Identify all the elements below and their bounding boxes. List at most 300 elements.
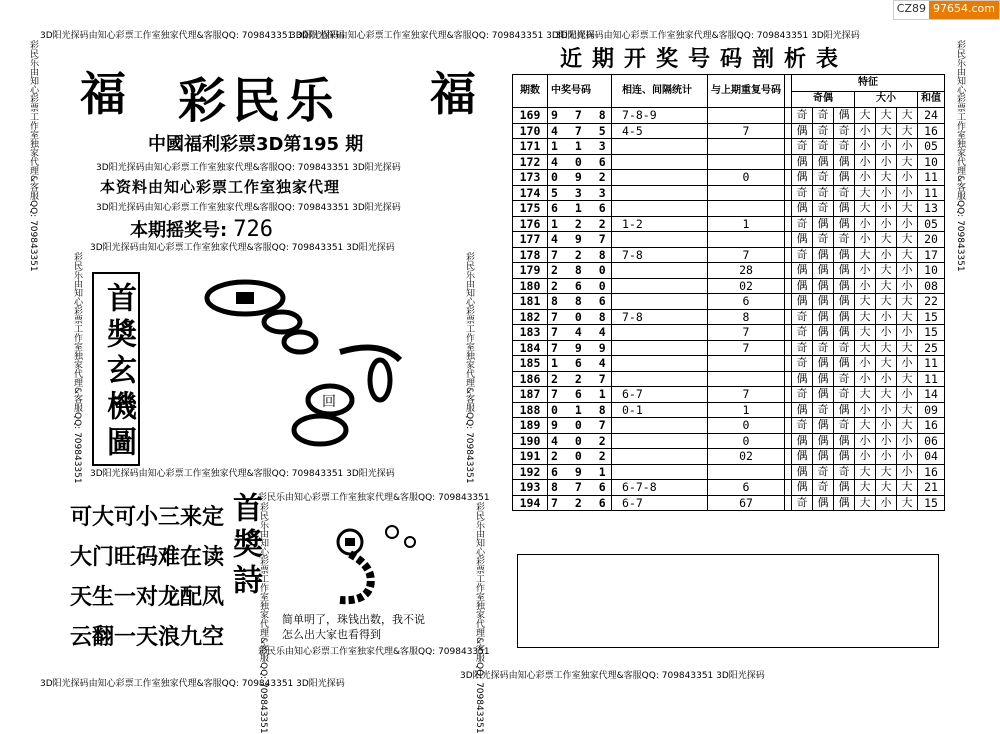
repeat-cell: 7	[708, 325, 785, 341]
winning-number-cell: 2 0 2	[548, 449, 612, 465]
period-cell: 190	[513, 433, 548, 449]
odd-even-cell: 奇	[834, 185, 855, 201]
pattern-cell	[612, 340, 708, 356]
odd-even-cell: 奇	[834, 139, 855, 155]
repeat-cell: 6	[708, 480, 785, 496]
pattern-cell: 6-7-8	[612, 480, 708, 496]
size-cell: 大	[855, 247, 876, 263]
odd-even-cell: 奇	[834, 232, 855, 248]
repeat-cell: 02	[708, 278, 785, 294]
size-cell: 大	[855, 464, 876, 480]
odd-even-cell: 偶	[792, 464, 813, 480]
size-cell: 小	[855, 356, 876, 372]
size-cell: 大	[855, 418, 876, 434]
repeat-cell	[708, 232, 785, 248]
sum-cell: 09	[918, 402, 945, 418]
odd-even-cell: 偶	[792, 278, 813, 294]
bead-chain	[340, 554, 371, 600]
winning-number-cell: 2 2 7	[548, 371, 612, 387]
size-cell: 大	[876, 480, 897, 496]
sum-cell: 24	[918, 108, 945, 124]
odd-even-cell: 奇	[813, 185, 834, 201]
table-row	[513, 480, 945, 496]
repeat-cell: 7	[708, 123, 785, 139]
sum-cell: 20	[918, 232, 945, 248]
odd-even-cell: 偶	[834, 108, 855, 124]
odd-even-cell: 偶	[834, 294, 855, 310]
border-bottom-left: 3D阳光探码由知心彩票工作室独家代理&客服QQ: 709843351 3D阳光探码	[40, 679, 345, 689]
sum-cell: 11	[918, 170, 945, 186]
table-row	[513, 108, 945, 124]
period-cell: 181	[513, 294, 548, 310]
coin-1-hole	[236, 292, 254, 304]
repeat-cell: 1	[708, 216, 785, 232]
size-cell: 大	[876, 464, 897, 480]
repeat-cell	[708, 154, 785, 170]
bead-2	[284, 332, 316, 352]
repeat-cell	[708, 356, 785, 372]
period-cell: 194	[513, 495, 548, 511]
gap-cell	[785, 216, 792, 232]
fu-right: 福	[430, 67, 476, 121]
odd-even-cell: 奇	[792, 356, 813, 372]
repeat-cell: 8	[708, 309, 785, 325]
size-cell: 小	[876, 139, 897, 155]
repeat-cell: 0	[708, 170, 785, 186]
odd-even-cell: 偶	[834, 325, 855, 341]
size-cell: 小	[855, 371, 876, 387]
size-cell: 大	[876, 387, 897, 403]
sum-cell: 16	[918, 464, 945, 480]
gap-cell	[785, 387, 792, 403]
gap-cell	[785, 154, 792, 170]
odd-even-cell: 偶	[813, 356, 834, 372]
coin-3	[294, 416, 346, 444]
odd-even-cell: 奇	[792, 185, 813, 201]
size-cell: 大	[897, 247, 918, 263]
winning-number-cell: 6 1 6	[548, 201, 612, 217]
size-cell: 大	[855, 108, 876, 124]
winning-number-cell: 7 0 8	[548, 309, 612, 325]
odd-even-cell: 偶	[834, 402, 855, 418]
sum-cell: 05	[918, 139, 945, 155]
xuanji-strip-bottom: 3D阳光探码由知心彩票工作室独家代理&客服QQ: 709843351 3D阳光探码	[90, 469, 395, 479]
sum-cell: 13	[918, 201, 945, 217]
table-row	[513, 201, 945, 217]
odd-even-cell: 偶	[813, 278, 834, 294]
odd-even-cell: 偶	[834, 449, 855, 465]
period-cell: 186	[513, 371, 548, 387]
blank-box	[517, 554, 939, 648]
bead-1	[264, 312, 300, 332]
size-cell: 小	[876, 418, 897, 434]
gap-cell	[785, 263, 792, 279]
table-row	[513, 263, 945, 279]
winning-number-cell: 8 8 6	[548, 294, 612, 310]
odd-even-cell: 偶	[813, 216, 834, 232]
size-cell: 大	[897, 123, 918, 139]
size-cell: 大	[876, 278, 897, 294]
size-cell: 大	[897, 232, 918, 248]
gap-cell	[785, 309, 792, 325]
odd-even-cell: 偶	[813, 309, 834, 325]
gap-cell	[785, 356, 792, 372]
bead-small-1	[386, 526, 398, 538]
size-cell: 小	[855, 449, 876, 465]
winning-number-cell: 9 0 7	[548, 418, 612, 434]
poem-strip-bottom: 彩民乐由知心彩票工作室独家代理&客服QQ: 709843351	[258, 647, 490, 657]
bead-string-7	[340, 348, 400, 361]
size-cell: 小	[855, 402, 876, 418]
sum-cell: 11	[918, 356, 945, 372]
sum-cell: 15	[918, 495, 945, 511]
repeat-cell: 02	[708, 449, 785, 465]
header-feature: 特征	[792, 75, 945, 92]
odd-even-cell: 奇	[792, 216, 813, 232]
size-cell: 小	[855, 170, 876, 186]
table-row	[513, 325, 945, 341]
table-row	[513, 464, 945, 480]
table-row	[513, 309, 945, 325]
sum-cell: 22	[918, 294, 945, 310]
header-repeat: 与上期重复号码	[708, 75, 785, 108]
size-cell: 小	[897, 325, 918, 341]
table-row	[513, 232, 945, 248]
period-cell: 174	[513, 185, 548, 201]
sum-cell: 10	[918, 154, 945, 170]
pattern-cell	[612, 356, 708, 372]
size-cell: 小	[897, 433, 918, 449]
repeat-cell: 6	[708, 294, 785, 310]
size-cell: 大	[876, 340, 897, 356]
note-text	[282, 612, 425, 642]
odd-even-cell: 奇	[813, 340, 834, 356]
pattern-cell	[612, 278, 708, 294]
winning-number-cell: 1 1 3	[548, 139, 612, 155]
size-cell: 大	[876, 232, 897, 248]
border-right: 彩民乐由知心彩票工作室独家代理&客服QQ: 709843351	[955, 40, 965, 272]
size-cell: 大	[876, 123, 897, 139]
pattern-cell: 4-5	[612, 123, 708, 139]
xuanji-title: 首奬玄機圖	[101, 282, 136, 462]
winning-number-cell: 7 9 9	[548, 340, 612, 356]
odd-even-cell: 偶	[813, 325, 834, 341]
odd-even-cell: 偶	[813, 371, 834, 387]
sum-cell: 21	[918, 480, 945, 496]
size-cell: 小	[897, 356, 918, 372]
odd-even-cell: 奇	[792, 108, 813, 124]
header-gap	[785, 75, 792, 108]
size-cell: 小	[897, 216, 918, 232]
size-cell: 小	[855, 154, 876, 170]
size-cell: 大	[855, 340, 876, 356]
odd-even-cell: 偶	[792, 170, 813, 186]
odd-even-cell: 奇	[813, 108, 834, 124]
gap-cell	[785, 480, 792, 496]
size-cell: 大	[876, 170, 897, 186]
pattern-cell	[612, 464, 708, 480]
size-cell: 小	[876, 433, 897, 449]
odd-even-cell: 偶	[792, 371, 813, 387]
xuanji-strip-top: 3D阳光探码由知心彩票工作室独家代理&客服QQ: 709843351 3D阳光探码	[90, 243, 395, 253]
period-cell: 176	[513, 216, 548, 232]
size-cell: 小	[876, 325, 897, 341]
winning-number-cell: 7 2 8	[548, 247, 612, 263]
odd-even-cell: 偶	[834, 247, 855, 263]
odd-even-cell: 奇	[834, 418, 855, 434]
repeat-cell	[708, 185, 785, 201]
gap-cell	[785, 418, 792, 434]
gap-cell	[785, 185, 792, 201]
size-cell: 小	[876, 371, 897, 387]
border-top-mid: 3D阳光探码由知心彩票工作室独家代理&客服QQ: 709843351 3D阳光探码	[290, 31, 595, 41]
shoujiang-shi-title: 首奬詩	[227, 492, 262, 600]
size-cell: 小	[876, 154, 897, 170]
sum-cell: 04	[918, 449, 945, 465]
header-size: 大小	[855, 91, 918, 108]
period-cell: 180	[513, 278, 548, 294]
winning-number-cell: 8 7 6	[548, 480, 612, 496]
size-cell: 小	[897, 170, 918, 186]
odd-even-cell: 奇	[834, 340, 855, 356]
brand-title: 彩民乐	[178, 73, 341, 129]
period-cell: 188	[513, 402, 548, 418]
pattern-cell: 0-1	[612, 402, 708, 418]
odd-even-cell: 偶	[792, 123, 813, 139]
sum-cell: 14	[918, 387, 945, 403]
size-cell: 小	[897, 139, 918, 155]
odd-even-cell: 偶	[834, 278, 855, 294]
winning-number-cell: 9 7 8	[548, 108, 612, 124]
pattern-cell	[612, 263, 708, 279]
border-top-right: 3D阳光探码由知心彩票工作室独家代理&客服QQ: 709843351 3D阳光探码	[555, 31, 860, 41]
gap-cell	[785, 433, 792, 449]
size-cell: 大	[855, 495, 876, 511]
period-cell: 177	[513, 232, 548, 248]
repeat-cell	[708, 108, 785, 124]
period-cell: 175	[513, 201, 548, 217]
pattern-cell	[612, 201, 708, 217]
winning-number-cell: 4 0 2	[548, 433, 612, 449]
size-cell: 大	[897, 309, 918, 325]
repeat-cell: 7	[708, 387, 785, 403]
xuanji-strip-right: 彩民乐由知心彩票工作室独家代理&客服QQ: 709843351	[464, 252, 474, 484]
border-bottom-right: 3D阳光探码由知心彩票工作室独家代理&客服QQ: 709843351 3D阳光探码	[460, 671, 765, 681]
odd-even-cell: 偶	[813, 418, 834, 434]
size-cell: 小	[876, 309, 897, 325]
table-row	[513, 433, 945, 449]
odd-even-cell: 奇	[792, 340, 813, 356]
period-cell: 192	[513, 464, 548, 480]
size-cell: 小	[876, 216, 897, 232]
gap-cell	[785, 247, 792, 263]
odd-even-cell: 奇	[834, 387, 855, 403]
period-cell: 189	[513, 418, 548, 434]
odd-even-cell: 奇	[792, 247, 813, 263]
header-period: 期数	[513, 75, 548, 108]
sum-cell: 16	[918, 418, 945, 434]
table-row	[513, 278, 945, 294]
winning-number-cell: 4 7 5	[548, 123, 612, 139]
period-cell: 187	[513, 387, 548, 403]
sum-cell: 11	[918, 371, 945, 387]
pattern-cell: 7-8	[612, 309, 708, 325]
size-cell: 小	[897, 464, 918, 480]
size-cell: 小	[855, 232, 876, 248]
period-cell: 183	[513, 325, 548, 341]
odd-even-cell: 偶	[834, 309, 855, 325]
winning-number-cell: 2 6 0	[548, 278, 612, 294]
odd-even-cell: 偶	[834, 263, 855, 279]
sum-cell: 25	[918, 340, 945, 356]
size-cell: 大	[897, 418, 918, 434]
odd-even-cell: 奇	[813, 139, 834, 155]
odd-even-cell: 奇	[813, 480, 834, 496]
sum-cell: 10	[918, 263, 945, 279]
size-cell: 小	[876, 495, 897, 511]
xuanji-strip-left: 彩民乐由知心彩票工作室独家代理&客服QQ: 709843351	[72, 252, 82, 484]
size-cell: 大	[897, 495, 918, 511]
header-odd-even: 奇偶	[792, 91, 855, 108]
odd-even-cell: 偶	[792, 402, 813, 418]
repeat-cell	[708, 371, 785, 387]
header-pattern: 相连、间隔统计	[612, 75, 708, 108]
odd-even-cell: 奇	[792, 495, 813, 511]
period-cell: 169	[513, 108, 548, 124]
pattern-cell	[612, 294, 708, 310]
pattern-cell	[612, 449, 708, 465]
pattern-cell	[612, 170, 708, 186]
sum-cell: 08	[918, 278, 945, 294]
odd-even-cell: 偶	[813, 433, 834, 449]
gap-cell	[785, 495, 792, 511]
pattern-cell: 7-8	[612, 247, 708, 263]
table-row	[513, 371, 945, 387]
poem-strip-right: 彩民乐由知心彩票工作室独家代理&客服QQ: 709843351	[474, 502, 484, 734]
gap-cell	[785, 170, 792, 186]
odd-even-cell: 偶	[834, 154, 855, 170]
gap-cell	[785, 325, 792, 341]
size-cell: 大	[897, 108, 918, 124]
size-cell: 大	[855, 185, 876, 201]
gap-cell	[785, 123, 792, 139]
odd-even-cell: 偶	[792, 480, 813, 496]
size-cell: 大	[855, 294, 876, 310]
odd-even-cell: 偶	[792, 201, 813, 217]
odd-even-cell: 奇	[834, 371, 855, 387]
odd-even-cell: 偶	[813, 294, 834, 310]
size-cell: 小	[897, 263, 918, 279]
draw-number-line	[130, 216, 273, 242]
gap-cell	[785, 340, 792, 356]
repeat-cell	[708, 139, 785, 155]
note-line-2: 怎么出大家也看得到	[282, 628, 381, 641]
size-cell: 大	[876, 263, 897, 279]
repeat-cell: 0	[708, 418, 785, 434]
border-top-left: 3D阳光探码由知心彩票工作室独家代理&客服QQ: 709843351 3D阳光探码	[40, 31, 345, 41]
odd-even-cell: 奇	[792, 139, 813, 155]
winning-number-cell: 7 4 4	[548, 325, 612, 341]
odd-even-cell: 偶	[813, 263, 834, 279]
header-strip-bottom: 3D阳光探码由知心彩票工作室独家代理&客服QQ: 709843351 3D阳光探码	[96, 203, 401, 213]
odd-even-cell: 奇	[792, 387, 813, 403]
odd-even-cell: 偶	[792, 449, 813, 465]
coin-4-hole	[345, 538, 355, 546]
odd-even-cell: 偶	[834, 495, 855, 511]
repeat-cell	[708, 464, 785, 480]
pattern-cell	[612, 371, 708, 387]
sum-cell: 17	[918, 247, 945, 263]
table-body	[513, 108, 945, 511]
size-cell: 大	[876, 108, 897, 124]
odd-even-cell: 偶	[813, 449, 834, 465]
table-row	[513, 123, 945, 139]
gap-cell	[785, 402, 792, 418]
winning-number-cell: 2 8 0	[548, 263, 612, 279]
period-cell: 171	[513, 139, 548, 155]
pattern-cell	[612, 232, 708, 248]
table-row	[513, 340, 945, 356]
pattern-cell: 7-8-9	[612, 108, 708, 124]
bead-small-2	[405, 537, 415, 547]
size-cell: 小	[855, 216, 876, 232]
poem-line-3: 天生一对龙配凤	[70, 585, 225, 610]
repeat-cell: 67	[708, 495, 785, 511]
repeat-cell: 7	[708, 340, 785, 356]
odd-even-cell: 奇	[792, 309, 813, 325]
size-cell: 小	[897, 387, 918, 403]
pattern-cell	[612, 154, 708, 170]
odd-even-cell: 奇	[813, 464, 834, 480]
sum-cell: 16	[918, 123, 945, 139]
pattern-cell	[612, 433, 708, 449]
header-sum: 和值	[918, 91, 945, 108]
issue-title: 中國福利彩票3D第195 期	[148, 134, 364, 155]
odd-even-cell: 奇	[813, 170, 834, 186]
poem-line-1: 可大可小三来定	[70, 505, 225, 530]
table-row	[513, 495, 945, 511]
period-cell: 182	[513, 309, 548, 325]
table-title: 近期开奖号码剖析表	[560, 46, 849, 72]
odd-even-cell: 偶	[834, 356, 855, 372]
table-row	[513, 170, 945, 186]
border-left: 彩民乐由知心彩票工作室独家代理&客服QQ: 709843351	[28, 40, 38, 272]
odd-even-cell: 偶	[813, 387, 834, 403]
header-winning: 中奖号码	[548, 75, 612, 108]
size-cell: 大	[876, 356, 897, 372]
period-cell: 185	[513, 356, 548, 372]
size-cell: 大	[897, 480, 918, 496]
sum-cell: 15	[918, 325, 945, 341]
coin-2-glyph: 回	[322, 394, 336, 410]
agent-line: 本资料由知心彩票工作室独家代理	[100, 178, 341, 196]
size-cell: 大	[855, 387, 876, 403]
gap-cell	[785, 371, 792, 387]
bead-3	[370, 360, 390, 400]
draw-analysis-table	[512, 74, 945, 511]
size-cell: 小	[855, 123, 876, 139]
repeat-cell: 28	[708, 263, 785, 279]
odd-even-cell: 偶	[792, 433, 813, 449]
odd-even-cell: 偶	[792, 294, 813, 310]
sum-cell: 05	[918, 216, 945, 232]
sum-cell: 06	[918, 433, 945, 449]
size-cell: 大	[897, 154, 918, 170]
odd-even-cell: 偶	[834, 433, 855, 449]
size-cell: 小	[855, 263, 876, 279]
watermark-left: CZ89	[894, 1, 929, 19]
site-watermark	[893, 0, 1000, 20]
